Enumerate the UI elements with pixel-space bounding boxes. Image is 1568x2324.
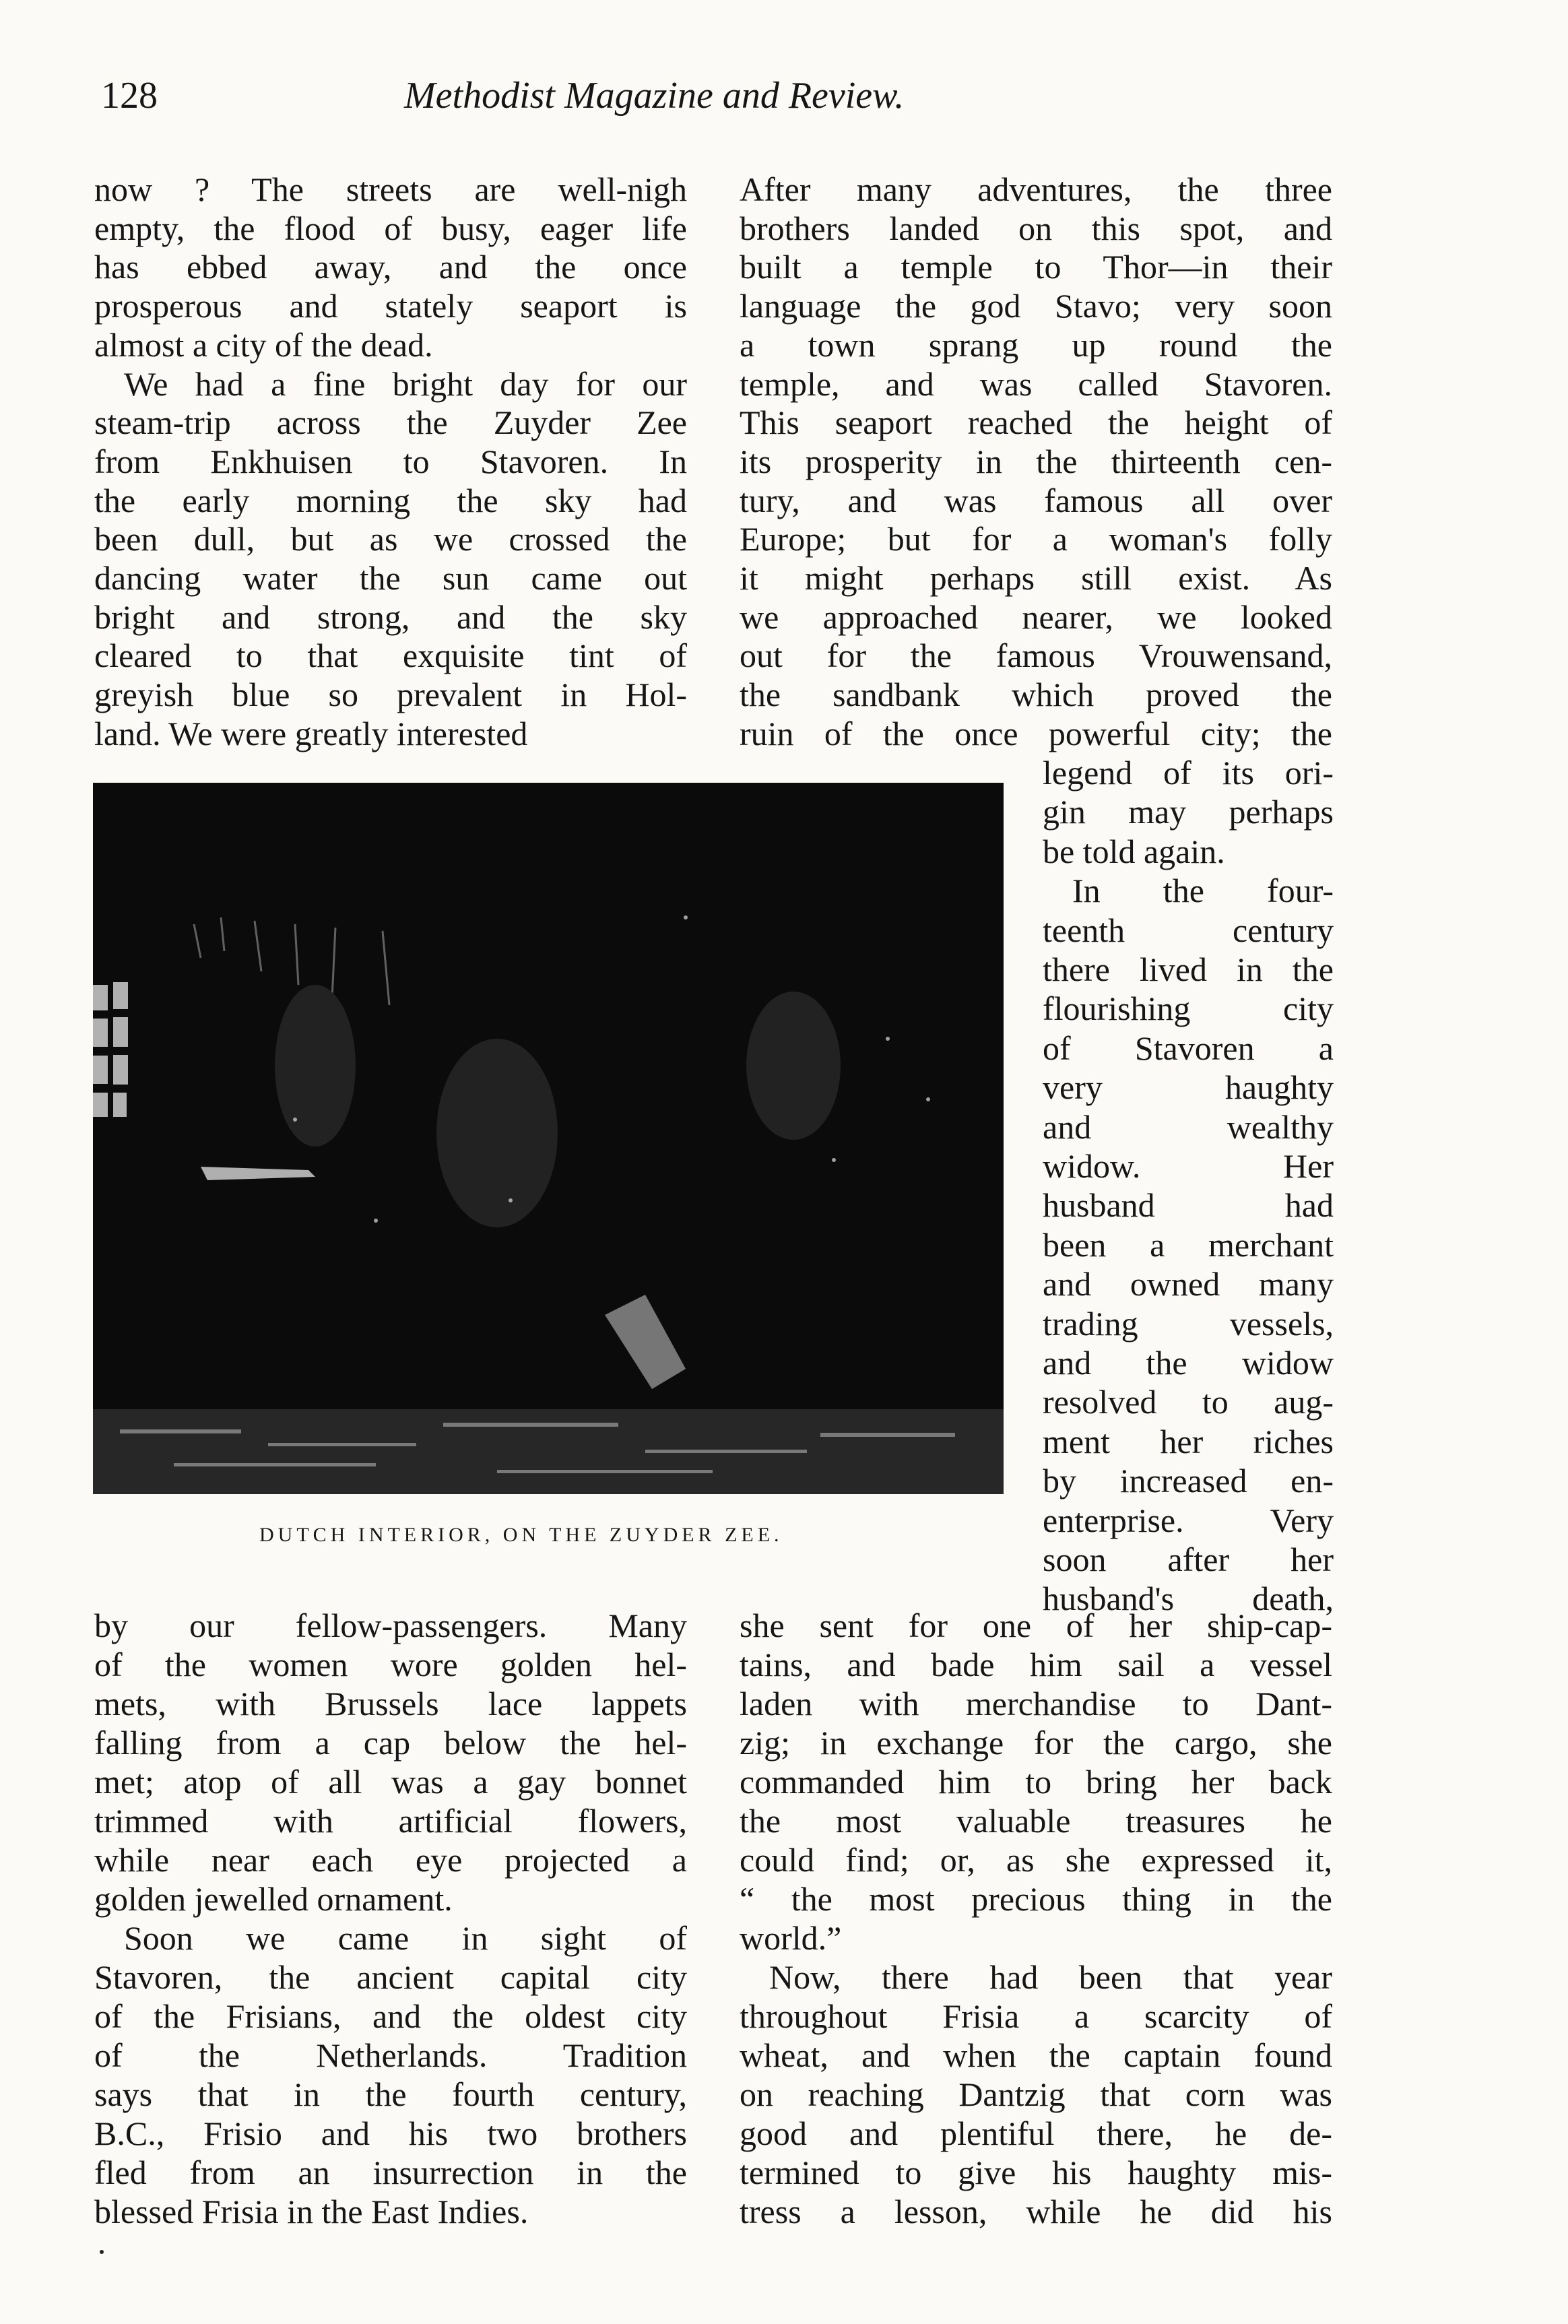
- wrap-line: trading vessels,: [1043, 1305, 1334, 1343]
- left-bottom-line: falling from a cap below the hel-: [94, 1724, 687, 1762]
- left-top-line: steam-trip across the Zuyder Zee: [94, 404, 687, 441]
- left-top-line: land. We were greatly interested: [94, 715, 528, 752]
- wrap-line: and wealthy: [1043, 1108, 1334, 1146]
- right-top-line: built a temple to Thor—in their: [740, 248, 1332, 286]
- wrap-line: resolved to aug-: [1043, 1383, 1334, 1421]
- right-bottom-line: world.”: [740, 1919, 842, 1957]
- right-bottom-line: laden with merchandise to Dant-: [740, 1685, 1332, 1722]
- left-top-line: empty, the flood of busy, eager life: [94, 209, 687, 247]
- right-top-line: its prosperity in the thirteenth cen-: [740, 443, 1332, 480]
- left-bottom-line: blessed Frisia in the East Indies.: [94, 2193, 529, 2230]
- left-bottom-line: of the women wore golden hel-: [94, 1646, 687, 1683]
- wrap-line: teenth century: [1043, 911, 1334, 949]
- left-top-line: prosperous and stately seaport is: [94, 287, 687, 325]
- right-bottom-line: tress a lesson, while he did his: [740, 2193, 1332, 2230]
- right-bottom-line: tains, and bade him sail a vessel: [740, 1646, 1332, 1683]
- wrap-line: be told again.: [1043, 833, 1225, 870]
- left-bottom-line: Soon we came in sight of: [124, 1919, 687, 1957]
- left-bottom-line: golden jewelled ornament.: [94, 1880, 453, 1918]
- left-bottom-line: B.C., Frisio and his two brothers: [94, 2115, 687, 2152]
- left-top-line: has ebbed away, and the once: [94, 248, 687, 286]
- left-top-line: the early morning the sky had: [94, 482, 687, 519]
- left-bottom-line: met; atop of all was a gay bonnet: [94, 1763, 687, 1801]
- wrap-line: by increased en-: [1043, 1462, 1334, 1499]
- right-bottom-line: commanded him to bring her back: [740, 1763, 1332, 1801]
- right-top-line: it might perhaps still exist. As: [740, 559, 1332, 597]
- left-bottom-line: mets, with Brussels lace lappets: [94, 1685, 687, 1722]
- right-bottom-line: throughout Frisia a scarcity of: [740, 1997, 1332, 2035]
- wrap-line: and owned many: [1043, 1265, 1334, 1303]
- right-bottom-line: on reaching Dantzig that corn was: [740, 2075, 1332, 2113]
- right-bottom-line: “ the most precious thing in the: [740, 1880, 1332, 1918]
- right-top-line: out for the famous Vrouwensand,: [740, 637, 1332, 674]
- right-top-line: Europe; but for a woman's folly: [740, 520, 1332, 558]
- left-top-line: cleared to that exquisite tint of: [94, 637, 687, 674]
- left-bottom-line: while near each eye projected a: [94, 1841, 687, 1879]
- left-top-line: now ? The streets are well-nigh: [94, 170, 687, 208]
- right-top-line: brothers landed on this spot, and: [740, 209, 1332, 247]
- left-top-line: dancing water the sun came out: [94, 559, 687, 597]
- wrap-line: flourishing city: [1043, 990, 1334, 1027]
- left-bottom-line: fled from an insurrection in the: [94, 2154, 687, 2191]
- right-bottom-line: zig; in exchange for the cargo, she: [740, 1724, 1332, 1762]
- wrap-line: legend of its ori-: [1043, 754, 1334, 792]
- left-top-line: bright and strong, and the sky: [94, 598, 687, 636]
- wrap-line: gin may perhaps: [1043, 793, 1334, 831]
- wrap-line: soon after her: [1043, 1541, 1334, 1578]
- wrap-line: very haughty: [1043, 1068, 1334, 1106]
- dutch-interior-illustration: [93, 783, 1004, 1494]
- wrap-line: widow. Her: [1043, 1147, 1334, 1185]
- right-top-line: the sandbank which proved the: [740, 676, 1332, 713]
- left-top-line: greyish blue so prevalent in Hol-: [94, 676, 687, 713]
- wrap-line: In the four-: [1072, 872, 1334, 909]
- right-bottom-line: Now, there had been that year: [769, 1958, 1332, 1996]
- right-top-line: ruin of the once powerful city; the: [740, 715, 1332, 752]
- left-top-line: We had a fine bright day for our: [124, 365, 687, 403]
- left-bottom-line: of the Frisians, and the oldest city: [94, 1997, 687, 2035]
- wrap-line: ment her riches: [1043, 1423, 1334, 1460]
- running-title: Methodist Magazine and Review.: [404, 75, 905, 117]
- wrap-line: of Stavoren a: [1043, 1029, 1334, 1067]
- right-bottom-line: good and plentiful there, he de-: [740, 2115, 1332, 2152]
- stray-mark: [100, 2250, 104, 2254]
- left-bottom-line: by our fellow-passengers. Many: [94, 1607, 687, 1644]
- wrap-line: husband's death,: [1043, 1580, 1334, 1617]
- right-top-line: temple, and was called Stavoren.: [740, 365, 1332, 403]
- wrap-line: enterprise. Very: [1043, 1502, 1334, 1539]
- wrap-line: there lived in the: [1043, 950, 1334, 988]
- left-bottom-line: says that in the fourth century,: [94, 2075, 687, 2113]
- right-bottom-line: she sent for one of her ship-cap-: [740, 1607, 1332, 1644]
- left-bottom-line: of the Netherlands. Tradition: [94, 2036, 687, 2074]
- right-top-line: tury, and was famous all over: [740, 482, 1332, 519]
- right-bottom-line: wheat, and when the captain found: [740, 2036, 1332, 2074]
- wrap-line: been a merchant: [1043, 1226, 1334, 1264]
- wrap-line: husband had: [1043, 1186, 1334, 1224]
- right-top-line: a town sprang up round the: [740, 326, 1332, 364]
- wrap-line: and the widow: [1043, 1344, 1334, 1382]
- right-top-line: After many adventures, the three: [740, 170, 1332, 208]
- left-top-line: from Enkhuisen to Stavoren. In: [94, 443, 687, 480]
- page-number: 128: [101, 75, 158, 117]
- left-top-line: been dull, but as we crossed the: [94, 520, 687, 558]
- right-bottom-line: the most valuable treasures he: [740, 1802, 1332, 1840]
- right-top-line: language the god Stavo; very soon: [740, 287, 1332, 325]
- left-top-line: almost a city of the dead.: [94, 326, 433, 364]
- figure-caption: DUTCH INTERIOR, ON THE ZUYDER ZEE.: [259, 1524, 783, 1546]
- engraving-image: [93, 783, 1004, 1494]
- left-bottom-line: Stavoren, the ancient capital city: [94, 1958, 687, 1996]
- right-bottom-line: could find; or, as she expressed it,: [740, 1841, 1332, 1879]
- right-top-line: This seaport reached the height of: [740, 404, 1332, 441]
- right-bottom-line: termined to give his haughty mis-: [740, 2154, 1332, 2191]
- left-bottom-line: trimmed with artificial flowers,: [94, 1802, 687, 1840]
- right-top-line: we approached nearer, we looked: [740, 598, 1332, 636]
